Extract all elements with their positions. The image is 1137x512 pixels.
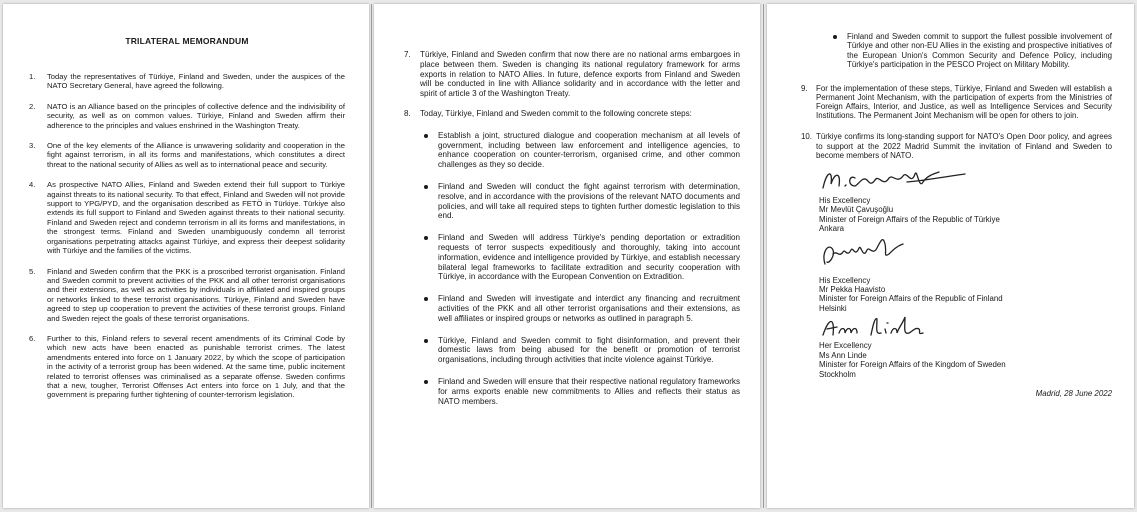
list-item: Finland and Sweden will conduct the fight against terrorism with determination, resolve, and in accordance with the provisions of the relevant NATO documents and policies, and will take all required steps to tighten further domestic legislation to this end. bbox=[438, 181, 740, 221]
signature-image bbox=[819, 164, 969, 194]
paragraph-7: 7. Türkiye, Finland and Sweden confirm that now there are no national arms embargoes in place between them. Sweden is changing its national regulatory framework for arms exports in relation to NATO Allies. In future, defence exports from Finland and Sweden will be conducted in line with Alliance solidarity and in accordance with the letter and spirit of article 3 of the Washington Treaty. bbox=[404, 50, 740, 99]
paragraph-2: 2. NATO is an Alliance based on the principles of collective defence and the indivisibility of security, as well as on common values. Türkiye, Finland and Sweden affirm their adherence to the principles and values enshrined in the Washington Treaty. bbox=[29, 101, 345, 130]
list-item: Finland and Sweden will ensure that their respective national regulatory frameworks for arms exports enable new commitments to Allies and reflects their status as NATO members. bbox=[438, 376, 740, 406]
list-item: Establish a joint, structured dialogue and cooperation mechanism at all levels of government, including between law enforcement and intelligence agencies, to enhance cooperation on counter-terrorism, organised crime, and other common challenges as they so decide. bbox=[438, 130, 740, 170]
list-item: Finland and Sweden will address Türkiye's pending deportation or extradition requests of terror suspects expeditiously and thoroughly, taking into account information, evidence and intelligence provided by Türkiye, and establish necessary bilateral legal frameworks to facilitate extradition and security cooperation with Türkiye, in accordance with the European Convention on Extradition. bbox=[438, 233, 740, 282]
list-item: Finland and Sweden will investigate and interdict any financing and recruitment activities of the PKK and all other terrorist organisations and their extensions, as well affiliates or inspired groups or networks as outlined in paragraph 5. bbox=[438, 294, 740, 323]
list-item: Türkiye, Finland and Sweden commit to fight disinformation, and prevent their domestic laws from being abused for the benefit or promotion of terrorist organisations, including through activities that incite violence against Türkiye. bbox=[438, 335, 740, 365]
paragraph-5: 5. Finland and Sweden confirm that the PKK is a proscribed terrorist organisation. Finland and Sweden commit to prevent activities of the PKK and all other terrorist organisations and their extensions, as well as activities by individuals in affiliated and inspired groups or networks linked to these terrorist organisations. Türkiye, Finland and Sweden have agreed to step up cooperation to prevent the activities of these terrorist groups. Finland and Sweden reject the goals of these terrorist organisations. bbox=[29, 266, 345, 323]
signatory-turkiye: His Excellency Mr Mevlüt Çavuşoğlu Minister of Foreign Affairs of the Republic of Türkiye Ankara bbox=[819, 164, 1112, 234]
paragraph-4: 4. As prospective NATO Allies, Finland and Sweden extend their full support to Türkiye against threats to its national security. To that effect, Finland and Sweden will not provide support to YPG/PYD, and the organisation described as FETÖ in Türkiye. Türkiye also extends its full support to Finland and Sweden against threats to their national security. Finland and Sweden reject and condemn terrorism in all its forms and manifestations, in the strongest terms. Finland and Sweden unambiguously condemn all terrorist organisations perpetrating attacks against Türkiye, and express their deepest solidarity with Türkiye and the families of the victims. bbox=[29, 180, 345, 256]
page-separator bbox=[371, 4, 372, 508]
paragraph-9: 9. For the implementation of these steps, Türkiye, Finland and Sweden will establish a Permanent Joint Mechanism, with the participation of experts from the Ministries of Foreign Affairs, Interior, and Justice, as well as Intelligence Services and Security Institutions. The Permanent Joint Mechanism will be open for others to join. bbox=[801, 83, 1112, 121]
document-page-2 bbox=[374, 4, 760, 508]
list-item: Finland and Sweden commit to support the fullest possible involvement of Türkiye and other non-EU Allies in the existing and prospective initiatives of the European Union's Common Security and Defence Policy, including Türkiye's participation in the PESCO Project on Military Mobility. bbox=[847, 32, 1112, 70]
document-title: TRILATERAL MEMORANDUM bbox=[125, 36, 249, 46]
signature-image bbox=[819, 234, 909, 270]
paragraph-3: 3. One of the key elements of the Alliance is unwavering solidarity and cooperation in the fight against terrorism, in all its forms and manifestations, which constitutes a direct threat to the national security of Allies as well as to international peace and security. bbox=[29, 141, 345, 169]
document-page-3 bbox=[767, 4, 1134, 508]
signature-image bbox=[819, 313, 929, 339]
commitment-list-continued bbox=[847, 32, 1112, 70]
paragraph-8: 8. Today, Türkiye, Finland and Sweden commit to the following concrete steps: bbox=[404, 108, 692, 118]
paragraph-6: 6. Further to this, Finland refers to several recent amendments of its Criminal Code by which new acts have been enacted as punishable terrorist crimes. The latest amendments entered into force on 1 January 2022, by which the scope of participation in the activity of a terrorist group has been widened. At the same time, public incitement related to terrorist offenses was criminalised as a separate offense. Sweden confirms that a new, tougher, Terrorist Offenses Act enters into force on 1 July, and that the government is preparing further tightening of counter-terrorism legislation. bbox=[29, 333, 345, 400]
document-page-1 bbox=[3, 4, 369, 508]
page-separator bbox=[763, 4, 764, 508]
commitment-list bbox=[438, 131, 740, 407]
paragraph-1: 1. Today the representatives of Türkiye, Finland and Sweden, under the auspices of the NATO Secretary General, have agreed the following. bbox=[29, 72, 345, 91]
signatory-finland: His Excellency Mr Pekka Haavisto Minister for Foreign Affairs of the Republic of Finland Helsinki bbox=[819, 234, 1112, 314]
signing-date: Madrid, 28 June 2022 bbox=[1035, 388, 1112, 398]
top-margin bbox=[404, 4, 740, 50]
paragraph-10: 10. Türkiye confirms its long-standing support for NATO's Open Door policy, and agrees to support at the 2022 Madrid Summit the invitation of Finland and Sweden to become members of NATO. bbox=[801, 132, 1112, 160]
signatory-sweden: Her Excellency Ms Ann Linde Minister for Foreign Affairs of the Kingdom of Sweden Stockholm bbox=[819, 313, 1112, 379]
